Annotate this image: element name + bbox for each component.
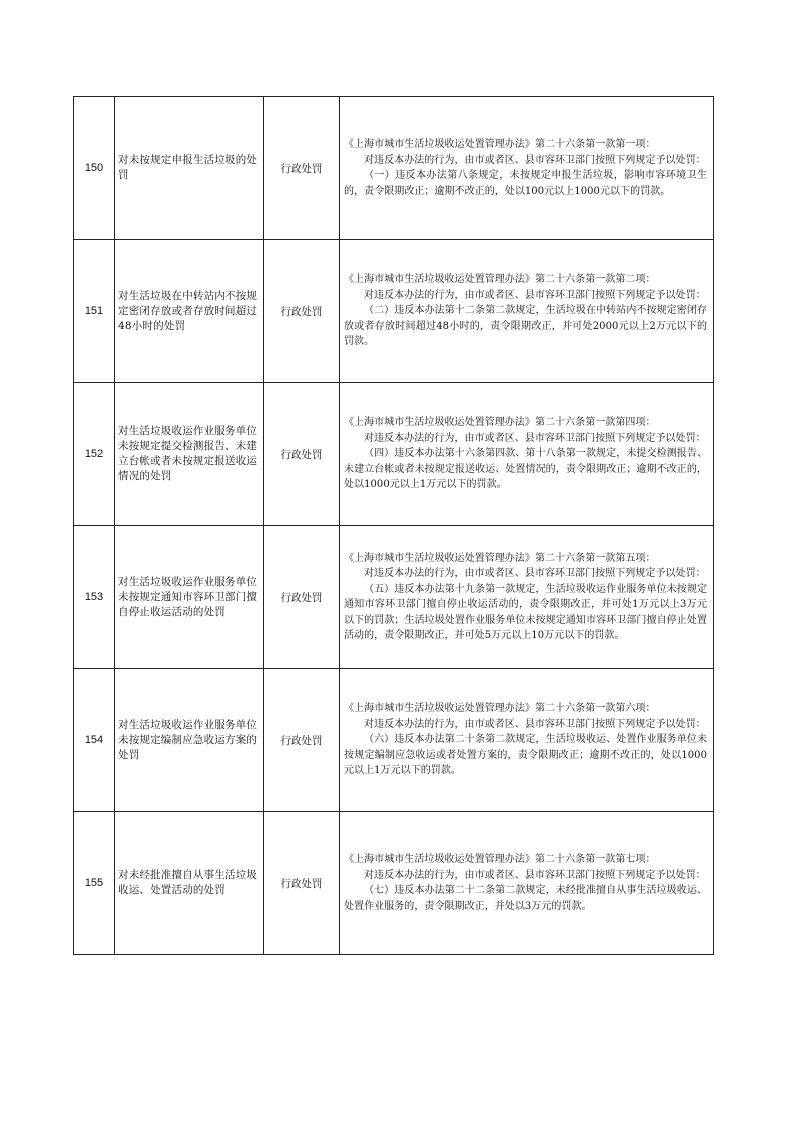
basis-intro: 对违反本办法的行为，由市或者区、县市容环卫部门按照下列规定予以处罚： <box>364 718 706 730</box>
legal-basis <box>340 812 714 955</box>
basis-intro: 对违反本办法的行为，由市或者区、县市容环卫部门按照下列规定予以处罚： <box>364 154 706 166</box>
table-row <box>74 97 714 240</box>
table-row <box>74 669 714 812</box>
basis-head: 《上海市城市生活垃圾收运处置管理办法》第二十六条第一款第六项： <box>344 703 656 715</box>
row-number: 152 <box>74 383 115 526</box>
penalty-table <box>73 96 714 955</box>
basis-head: 《上海市城市生活垃圾收运处置管理办法》第二十六条第一款第五项： <box>344 552 656 564</box>
row-number: 155 <box>74 812 115 955</box>
basis-intro: 对违反本办法的行为，由市或者区、县市容环卫部门按照下列规定予以处罚： <box>364 869 706 881</box>
basis-detail: （六）违反本办法第二十条第二款规定，生活垃圾收运、处置作业服务单位未按规定编制应急收运或者处置方案的，责令限期改正；逾期不改正的，处以1000元以上1万元以下的罚款。 <box>344 734 707 777</box>
basis-intro: 对违反本办法的行为，由市或者区、县市容环卫部门按照下列规定予以处罚： <box>364 568 706 579</box>
table-row <box>74 812 714 955</box>
table-row <box>74 383 714 526</box>
penalty-item: 对未按规定申报生活垃圾的处罚 <box>115 97 264 240</box>
penalty-type: 行政处罚 <box>264 383 340 526</box>
legal-basis <box>340 97 714 240</box>
penalty-type: 行政处罚 <box>264 240 340 383</box>
basis-head: 《上海市城市生活垃圾收运处置管理办法》第二十六条第一款第一项： <box>344 139 656 150</box>
table-row <box>74 526 714 669</box>
basis-intro: 对违反本办法的行为，由市或者区、县市容环卫部门按照下列规定予以处罚： <box>364 289 706 301</box>
row-number: 153 <box>74 526 115 669</box>
penalty-type: 行政处罚 <box>264 97 340 240</box>
basis-head: 《上海市城市生活垃圾收运处置管理办法》第二十六条第一款第七项： <box>344 854 656 865</box>
basis-head: 《上海市城市生活垃圾收运处置管理办法》第二十六条第一款第四项： <box>344 417 656 429</box>
basis-detail: （四）违反本办法第十六条第四款、第十八条第一款规定，未提交检测报告、未建立台帐或者未按规定报送收运、处置情况的，责令限期改正；逾期不改正的，处以1000元以上1万元以下的罚款。 <box>344 448 707 491</box>
penalty-item: 对生活垃圾收运作业服务单位未按规定提交检测报告、未建立台帐或者未按规定报送收运情况的处罚 <box>115 383 264 526</box>
penalty-type: 行政处罚 <box>264 669 340 812</box>
penalty-item: 对生活垃圾收运作业服务单位未按规定通知市容环卫部门擅自停止收运活动的处罚 <box>115 526 264 669</box>
basis-head: 《上海市城市生活垃圾收运处置管理办法》第二十六条第一款第二项： <box>344 274 656 286</box>
basis-intro: 对违反本办法的行为，由市或者区、县市容环卫部门按照下列规定予以处罚： <box>364 432 706 444</box>
basis-detail: （五）违反本办法第十九条第一款规定，生活垃圾收运作业服务单位未按规定通知市容环卫部门擅自停止收运活动的，责令限期改正，并可处1万元以上3万元以下的罚款；生活垃圾处置作业服务单位未按规定通知市容环卫部门擅自停止处置活动的，责令限期改正，并可处5万元以上10万元以下的罚款。 <box>344 583 707 641</box>
table-row <box>74 240 714 383</box>
penalty-type: 行政处罚 <box>264 812 340 955</box>
basis-detail: （二）违反本办法第十二条第二款规定，生活垃圾在中转站内不按规定密闭存放或者存放时间超过48小时的，责令限期改正，并可处2000元以上2万元以下的罚款。 <box>344 305 707 348</box>
row-number: 151 <box>74 240 115 383</box>
legal-basis <box>340 669 714 812</box>
basis-detail: （一）违反本办法第八条规定，未按规定申报生活垃圾，影响市容环境卫生的，责令限期改正；逾期不改正的，处以100元以上1000元以下的罚款。 <box>344 170 707 197</box>
legal-basis <box>340 526 714 669</box>
penalty-item: 对生活垃圾收运作业服务单位未按规定编制应急收运方案的处罚 <box>115 669 264 812</box>
row-number: 150 <box>74 97 115 240</box>
row-number: 154 <box>74 669 115 812</box>
legal-basis <box>340 240 714 383</box>
penalty-item: 对生活垃圾在中转站内不按规定密闭存放或者存放时间超过48小时的处罚 <box>115 240 264 383</box>
penalty-item: 对未经批准擅自从事生活垃圾收运、处置活动的处罚 <box>115 812 264 955</box>
penalty-type: 行政处罚 <box>264 526 340 669</box>
basis-detail: （七）违反本办法第二十二条第二款规定，未经批准擅自从事生活垃圾收运、处置作业服务的，责令限期改正，并处以3万元的罚款。 <box>344 885 707 912</box>
legal-basis <box>340 383 714 526</box>
